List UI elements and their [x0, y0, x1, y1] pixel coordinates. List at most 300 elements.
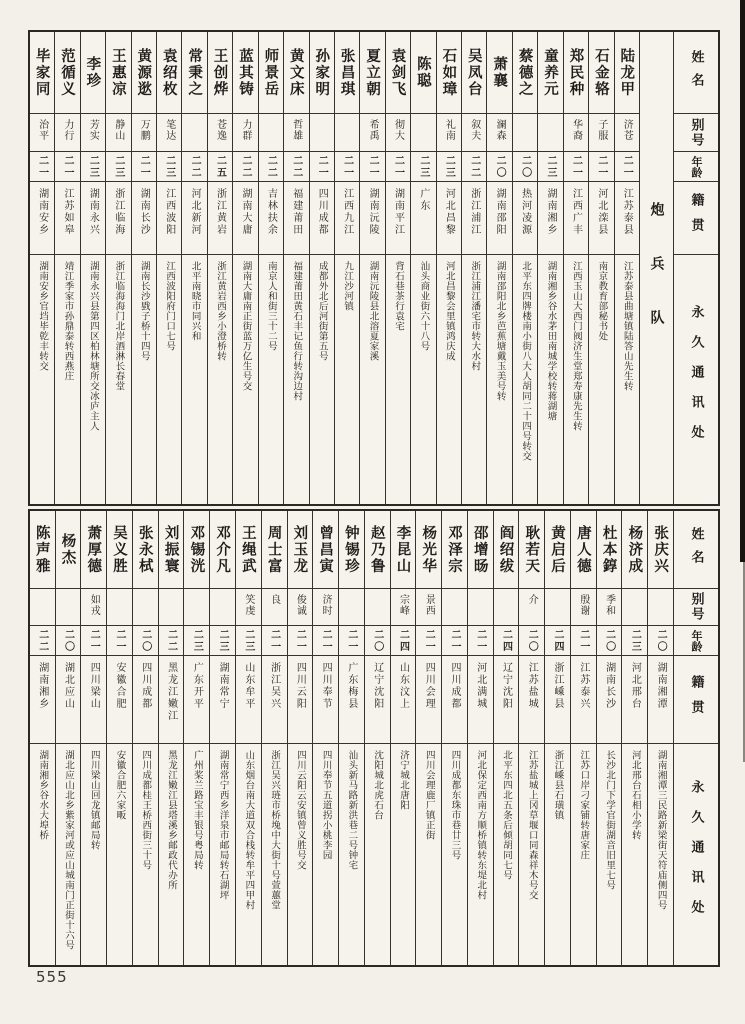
person-alias-cell — [615, 114, 639, 152]
person-native-text: 湖南邵阳 — [494, 188, 506, 236]
person-alias-cell — [313, 589, 338, 626]
person-column — [133, 511, 159, 965]
person-native-cell — [30, 182, 54, 255]
person-name-cell — [365, 511, 390, 589]
person-age-text: 二四 — [552, 628, 564, 653]
person-native-cell — [648, 656, 673, 744]
person-age-cell — [615, 152, 639, 182]
person-name-text: 杜本錞 — [600, 524, 617, 575]
person-native-cell — [589, 182, 613, 255]
person-age-text: 二一 — [474, 628, 486, 653]
person-address-cell — [55, 255, 79, 504]
person-alias-text: 力行 — [62, 119, 73, 141]
person-native-text: 湖南永兴 — [87, 188, 99, 236]
person-native-cell — [133, 656, 158, 744]
person-age-text: 二一 — [294, 628, 306, 653]
person-age-cell — [519, 626, 544, 656]
person-address-cell — [615, 255, 639, 504]
person-age-cell — [538, 152, 562, 182]
person-native-cell — [284, 182, 308, 255]
person-native-cell — [597, 656, 622, 744]
person-address-cell — [437, 255, 461, 504]
person-address-cell — [288, 744, 313, 965]
person-alias-cell — [208, 114, 232, 152]
person-name-cell — [437, 32, 461, 114]
person-native-text: 湖南沅陵 — [367, 188, 379, 236]
person-alias-cell — [262, 589, 287, 626]
person-name-text: 张永栻 — [136, 524, 153, 575]
person-native-cell — [360, 182, 384, 255]
person-name-text: 赵乃鲁 — [368, 524, 385, 575]
person-native-text: 辽宁沈阳 — [371, 662, 383, 710]
person-age-cell — [233, 152, 257, 182]
person-native-text: 四川成都 — [139, 662, 151, 710]
person-name-cell — [391, 511, 416, 589]
person-address-cell — [30, 255, 54, 504]
person-address-cell — [386, 255, 410, 504]
person-native-text: 广东梅县 — [345, 662, 357, 710]
person-alias-text: 良 — [268, 594, 280, 605]
person-native-text: 江苏盐城 — [526, 662, 538, 710]
person-column — [208, 32, 233, 504]
person-alias-cell — [30, 114, 54, 152]
person-name-cell — [107, 511, 132, 589]
person-address-cell — [184, 744, 209, 965]
person-name-text: 陆龙甲 — [618, 47, 635, 98]
person-address-text: 江西波阳府门口七号 — [164, 261, 176, 351]
page-number: 555 — [36, 968, 68, 986]
person-alias-cell — [335, 114, 359, 152]
person-native-cell — [81, 656, 106, 744]
person-name-cell — [615, 32, 639, 114]
person-name-text: 耿若天 — [523, 524, 540, 575]
person-age-text: 二三 — [545, 154, 557, 179]
person-alias-cell — [184, 589, 209, 626]
person-name-text: 陈声雅 — [33, 524, 50, 575]
person-alias-text: 彻大 — [392, 119, 404, 141]
person-column — [513, 32, 538, 504]
person-age-text: 二一 — [423, 628, 435, 653]
person-name-cell — [648, 511, 673, 589]
person-age-text: 二三 — [191, 628, 203, 653]
person-age-cell — [55, 152, 79, 182]
person-name-text: 郑民种 — [567, 47, 584, 98]
person-column — [360, 32, 385, 504]
person-name-cell — [519, 511, 544, 589]
person-address-text: 北平南晓市同兴和 — [189, 261, 201, 341]
person-native-cell — [416, 656, 441, 744]
person-age-text: 二一 — [138, 154, 150, 179]
person-name-text: 石如璋 — [440, 47, 457, 98]
person-address-text: 江苏泰县曲塘镇陆答山先生转 — [621, 261, 633, 391]
person-name-cell — [284, 32, 308, 114]
person-alias-text: 万鹏 — [138, 119, 150, 141]
person-age-cell — [386, 152, 410, 182]
person-native-cell — [513, 182, 537, 255]
person-address-cell — [365, 744, 390, 965]
person-column — [106, 32, 131, 504]
person-address-text: 江苏口岸刁家铺转唐家庄 — [578, 750, 590, 860]
person-age-cell — [597, 626, 622, 656]
person-native-cell — [107, 656, 132, 744]
person-name-cell — [56, 511, 81, 589]
person-name-cell — [132, 32, 156, 114]
person-age-cell — [487, 152, 511, 182]
person-name-cell — [360, 32, 384, 114]
person-address-text: 北平东四牌楼南小街八大人胡同二十四号转交 — [520, 261, 532, 461]
person-column — [259, 32, 284, 504]
person-alias-cell — [133, 589, 158, 626]
person-age-cell — [210, 626, 235, 656]
person-name-text: 王惠凉 — [109, 47, 126, 98]
person-column — [589, 32, 614, 504]
person-name-cell — [81, 32, 105, 114]
header-column — [674, 511, 718, 965]
person-age-text: 二一 — [448, 628, 460, 653]
person-native-cell — [262, 656, 287, 744]
person-alias-cell — [30, 589, 55, 626]
person-address-cell — [411, 255, 435, 504]
person-native-text: 江苏泰兴 — [577, 662, 589, 710]
person-age-cell — [81, 626, 106, 656]
column-header-address: 永久通讯处 — [688, 304, 704, 455]
person-column — [284, 32, 309, 504]
person-age-cell — [513, 152, 537, 182]
person-address-text: 浙江临海海门北岸酒淋长春堂 — [113, 261, 125, 391]
person-address-cell — [339, 744, 364, 965]
person-age-text: 二〇 — [494, 154, 506, 179]
person-alias-cell — [233, 114, 257, 152]
person-name-text: 蔡德之 — [516, 47, 533, 98]
person-native-cell — [159, 656, 184, 744]
person-address-cell — [462, 255, 486, 504]
person-address-cell — [310, 255, 334, 504]
person-name-text: 毕家同 — [33, 47, 50, 98]
person-native-text: 江西广丰 — [570, 188, 582, 236]
person-alias-cell — [545, 589, 570, 626]
column-header-name: 姓名 — [674, 32, 718, 114]
person-native-text: 河北满城 — [474, 662, 486, 710]
person-alias-text: 苍逸 — [214, 119, 226, 141]
person-address-text: 江西玉山大西门阀济生堂郑寿康先生转 — [570, 261, 582, 431]
person-address-cell — [157, 255, 181, 504]
person-column — [182, 32, 207, 504]
person-age-cell — [462, 152, 486, 182]
person-age-cell — [133, 626, 158, 656]
person-age-text: 二二 — [290, 154, 302, 179]
person-alias-text: 笑虔 — [242, 594, 254, 616]
person-age-text: 二二 — [189, 154, 201, 179]
person-column — [615, 32, 640, 504]
person-column — [132, 32, 157, 504]
person-alias-cell — [236, 589, 261, 626]
person-alias-text: 礼南 — [443, 119, 455, 141]
person-name-cell — [339, 511, 364, 589]
person-address-cell — [360, 255, 384, 504]
person-age-cell — [107, 626, 132, 656]
person-age-text: 二三 — [163, 154, 175, 179]
person-name-text: 师景岳 — [262, 47, 279, 98]
person-name-cell — [210, 511, 235, 589]
person-native-cell — [55, 182, 79, 255]
person-column — [310, 32, 335, 504]
person-address-text: 湖南湘乡谷水茅田南城学校转蒋湖塘 — [545, 261, 557, 421]
person-name-cell — [288, 511, 313, 589]
column-header-age: 年龄 — [674, 626, 718, 656]
person-alias-text: 芳实 — [87, 119, 99, 141]
person-name-cell — [30, 511, 55, 589]
person-age-cell — [416, 626, 441, 656]
person-address-text: 湖南永兴县第四区柏林塘所交冰庐主人 — [87, 261, 99, 431]
person-alias-text: 哲雄 — [290, 119, 302, 141]
person-name-text: 袁剑飞 — [389, 47, 406, 98]
person-address-text: 湖南湘乡谷水大埠桥 — [37, 750, 49, 840]
person-address-text: 汕头新马路新洪巷二号钟宅 — [346, 750, 358, 870]
person-name-cell — [236, 511, 261, 589]
person-address-cell — [564, 255, 588, 504]
person-address-cell — [622, 744, 647, 965]
person-native-text: 河北新河 — [189, 188, 201, 236]
person-native-cell — [335, 182, 359, 255]
person-native-cell — [391, 656, 416, 744]
person-address-text: 南京教育部秘书处 — [596, 261, 608, 341]
person-alias-cell — [416, 589, 441, 626]
person-name-cell — [335, 32, 359, 114]
person-address-text: 山东烟台南大道双合栈转牟平四甲村 — [243, 750, 255, 910]
person-name-cell — [589, 32, 613, 114]
person-native-cell — [132, 182, 156, 255]
person-native-cell — [545, 656, 570, 744]
person-age-cell — [236, 626, 261, 656]
person-column — [622, 511, 648, 965]
person-column — [538, 32, 563, 504]
person-age-cell — [391, 626, 416, 656]
person-column — [411, 32, 436, 504]
person-address-cell — [133, 744, 158, 965]
person-name-cell — [157, 32, 181, 114]
person-native-text: 山东牟平 — [242, 662, 254, 710]
person-age-cell — [262, 626, 287, 656]
person-column — [494, 511, 520, 965]
person-age-text: 二四 — [397, 628, 409, 653]
person-address-cell — [284, 255, 308, 504]
person-age-text: 二一 — [345, 628, 357, 653]
person-name-text: 李昆山 — [394, 524, 411, 575]
person-address-cell — [56, 744, 81, 965]
person-native-text: 四川梁山 — [88, 662, 100, 710]
person-alias-cell — [513, 114, 537, 152]
person-name-cell — [386, 32, 410, 114]
person-age-cell — [335, 152, 359, 182]
person-age-cell — [310, 152, 334, 182]
person-column — [571, 511, 597, 965]
person-name-cell — [462, 32, 486, 114]
person-address-text: 福建莆田黄石丰记鱼行转沟边村 — [291, 261, 303, 401]
person-address-text: 河北昌黎会里镇鸿庆成 — [443, 261, 455, 361]
person-native-text: 湖南湘乡 — [36, 662, 48, 710]
person-alias-cell — [519, 589, 544, 626]
person-age-text: 二一 — [570, 154, 582, 179]
person-age-cell — [545, 626, 570, 656]
person-native-cell — [339, 656, 364, 744]
person-name-cell — [545, 511, 570, 589]
person-alias-text: 如戎 — [88, 594, 100, 616]
person-name-text: 曾昌寅 — [317, 524, 334, 575]
person-address-cell — [313, 744, 338, 965]
person-native-text: 四川成都 — [316, 188, 328, 236]
column-header-address: 永久通讯处 — [688, 779, 704, 930]
person-address-cell — [335, 255, 359, 504]
person-alias-text: 希禹 — [367, 119, 379, 141]
person-native-cell — [365, 656, 390, 744]
person-address-cell — [81, 255, 105, 504]
person-age-text: 二一 — [88, 628, 100, 653]
person-column — [442, 511, 468, 965]
person-address-text: 四川奉节五道拐小桃李园 — [320, 750, 332, 860]
person-name-text: 童养元 — [542, 47, 559, 98]
person-alias-text: 俊诚 — [294, 594, 306, 616]
person-name-text: 杨杰 — [59, 533, 76, 566]
person-address-cell — [30, 744, 55, 965]
person-alias-cell — [597, 589, 622, 626]
person-alias-cell — [386, 114, 410, 152]
person-age-text: 二一 — [595, 154, 607, 179]
person-name-text: 周士富 — [265, 524, 282, 575]
person-address-text: 背石巷茶行袁宅 — [392, 261, 404, 331]
person-native-text: 浙江黄岩 — [214, 188, 226, 236]
person-age-text: 二三 — [242, 628, 254, 653]
person-name-text: 邵增旸 — [471, 524, 488, 575]
person-address-text: 九江沙河镇 — [342, 261, 354, 311]
person-native-text: 湖南长沙 — [603, 662, 615, 710]
column-header-native: 籍贯 — [674, 182, 718, 255]
person-alias-text: 季和 — [603, 594, 615, 616]
person-native-text: 广东开平 — [191, 662, 203, 710]
person-name-text: 刘振寰 — [162, 524, 179, 575]
column-header-alias: 别号 — [674, 114, 718, 152]
person-age-text: 二四 — [500, 628, 512, 653]
person-address-text: 成都外北后河街第五号 — [316, 261, 328, 361]
person-native-cell — [437, 182, 461, 255]
person-name-text: 刘玉龙 — [291, 524, 308, 575]
person-alias-cell — [259, 114, 283, 152]
person-column — [365, 511, 391, 965]
person-address-text: 湖南湘潭三民路新梁街天符庙侧四号 — [655, 750, 667, 910]
person-address-text: 长沙北门下学官街湖音旧里七号 — [604, 750, 616, 890]
person-native-text: 江西九江 — [341, 188, 353, 236]
person-address-text: 江苏盐城上冈草堰口同森祥木号交 — [526, 750, 538, 900]
person-age-cell — [468, 626, 493, 656]
person-age-text: 二一 — [341, 154, 353, 179]
person-alias-cell — [487, 114, 511, 152]
person-age-cell — [365, 626, 390, 656]
person-native-cell — [259, 182, 283, 255]
person-name-cell — [262, 511, 287, 589]
person-alias-text: 静山 — [112, 119, 124, 141]
person-native-text: 湖南长沙 — [138, 188, 150, 236]
person-age-text: 二一 — [114, 628, 126, 653]
person-alias-cell — [391, 589, 416, 626]
person-name-text: 钟锡珍 — [342, 524, 359, 575]
person-native-cell — [184, 656, 209, 744]
person-address-cell — [106, 255, 130, 504]
person-native-cell — [30, 656, 55, 744]
person-address-text: 湖南邵阳北乡芭蕉塘戴玉美号转 — [494, 261, 506, 401]
person-native-text: 热河凌源 — [519, 188, 531, 236]
person-native-cell — [615, 182, 639, 255]
person-address-text: 安徽合肥六家畈 — [114, 750, 126, 820]
person-native-text: 四川奉节 — [320, 662, 332, 710]
person-age-cell — [157, 152, 181, 182]
person-name-cell — [81, 511, 106, 589]
person-native-cell — [538, 182, 562, 255]
person-name-cell — [513, 32, 537, 114]
person-address-text: 湖南长沙戥子桥十四号 — [138, 261, 150, 361]
person-alias-text: 华裔 — [570, 119, 582, 141]
unit-column — [640, 32, 674, 504]
person-native-text: 浙江吴兴 — [268, 662, 280, 710]
person-name-text: 李珍 — [84, 56, 101, 89]
person-native-cell — [622, 656, 647, 744]
person-native-text: 湖南常宁 — [217, 662, 229, 710]
person-native-text: 湖北应山 — [62, 662, 74, 710]
person-age-text: 二〇 — [62, 628, 74, 653]
person-column — [81, 32, 106, 504]
person-age-cell — [259, 152, 283, 182]
person-address-text: 湖南常宁西乡洋泉市邮局转石湖坪 — [217, 750, 229, 900]
person-age-cell — [494, 626, 519, 656]
person-name-cell — [30, 32, 54, 114]
person-age-text: 二三 — [417, 154, 429, 179]
person-alias-cell — [310, 114, 334, 152]
person-native-text: 浙江临海 — [112, 188, 124, 236]
person-name-cell — [487, 32, 511, 114]
person-native-cell — [462, 182, 486, 255]
person-age-text: 二一 — [316, 154, 328, 179]
person-column — [81, 511, 107, 965]
person-address-text: 四川成都东珠市巷廿三号 — [449, 750, 461, 860]
person-address-text: 湖南安乡官垱毕乾丰转交 — [37, 261, 49, 371]
person-column — [107, 511, 133, 965]
person-column — [56, 511, 82, 965]
person-age-cell — [564, 152, 588, 182]
roster-table-second — [28, 509, 720, 967]
person-address-cell — [391, 744, 416, 965]
person-column — [462, 32, 487, 504]
person-age-text: 二三 — [629, 628, 641, 653]
person-alias-cell — [648, 589, 673, 626]
person-native-text: 黑龙江嫩江 — [165, 662, 177, 722]
person-native-cell — [487, 182, 511, 255]
person-name-cell — [233, 32, 257, 114]
person-native-text: 广东 — [417, 188, 429, 212]
person-address-text: 北平东四北五条后倾胡同七号 — [501, 750, 512, 880]
person-name-text: 王绳武 — [239, 524, 256, 575]
person-alias-text: 子服 — [595, 119, 607, 141]
person-age-text: 二二 — [165, 628, 177, 653]
person-address-cell — [571, 744, 596, 965]
person-age-text: 二一 — [36, 154, 48, 179]
person-age-text: 二一 — [320, 628, 332, 653]
person-alias-text: 笔达 — [163, 119, 175, 141]
person-address-cell — [442, 744, 467, 965]
person-age-text: 二〇 — [603, 628, 615, 653]
person-alias-cell — [538, 114, 562, 152]
person-native-cell — [208, 182, 232, 255]
person-native-text: 江苏如皋 — [62, 188, 73, 236]
person-name-cell — [564, 32, 588, 114]
person-column — [335, 32, 360, 504]
